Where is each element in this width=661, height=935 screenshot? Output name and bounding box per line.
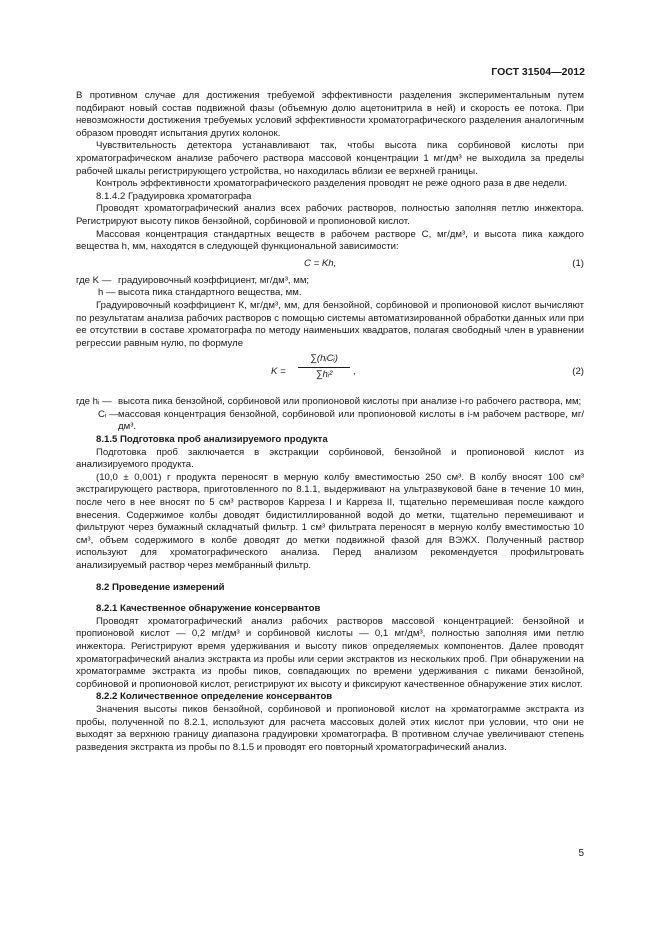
formula-2-denominator: ∑hᵢ² (315, 368, 333, 380)
formula-2-fraction (298, 353, 350, 381)
where-label: где K — (76, 274, 112, 286)
document-body (76, 90, 584, 754)
paragraph: Подготовка проб заключается в экстракции сорбиновой, бензойной и пропионовой кислот из анализируемого продукта. (76, 446, 584, 471)
paragraph: Проводят хроматографический анализ рабочих растворов массовой концентрацией: бензойной и пропионовой кислот — 0,2 мг/дм³ и сорбиновой кислоты — 0,1 мг/дм³, полностью заполняя ими петлю инжектора. Регистрируют время удерживания и высоту пиков определяемых компонентов. Далее проводят хроматографический анализ экстракта из пробы или серии экстрактов из нескольких проб. При обнаружении на хроматограмме экстракта из пробы пиков, совпадающих по времени удерживания с пиками бензойной, сорбиновой и пропионовой кислот, регистрируют их высоту и фиксируют качественное обнаружение этих кислот. (76, 615, 584, 690)
formula-1 (76, 257, 584, 272)
section-heading-8-2-2: 8.2.2 Количественное определение консервантов (96, 691, 333, 703)
section-heading-8-1-4-2: 8.1.4.2 Градуировка хроматографа (96, 190, 252, 202)
section-heading-8-1-5: 8.1.5 Подготовка проб анализируемого продукта (96, 434, 328, 446)
formula-2-lhs: K = (271, 366, 286, 378)
formula-2-number: (2) (572, 366, 584, 378)
section-heading-8-2: 8.2 Проведение измерений (96, 581, 225, 593)
paragraph: Массовая концентрация стандартных веществ в рабочем растворе С, мг/дм³, и высота пика каждого вещества h, мм, находятся в следующей функциональной зависимости: (76, 228, 584, 253)
where-label: Cᵢ — (98, 408, 119, 420)
where-label: где hᵢ — (76, 396, 112, 408)
where-item (76, 275, 584, 288)
where-text: высота пика стандартного вещества, мм. (118, 287, 302, 299)
section-heading-8-2-1: 8.2.1 Качественное обнаружение консервантов (96, 603, 321, 615)
paragraph: Проводят хроматографический анализ всех рабочих растворов, полностью заполняя петлю инжектора. Регистрируют высоту пиков бензойной, сорбиновой и пропионовой кислот. (76, 203, 584, 227)
formula-2 (76, 352, 584, 392)
formula-2-numerator: ∑(hᵢCᵢ) (298, 353, 350, 368)
paragraph: (10,0 ± 0,001) г продукта переносят в мерную колбу вместимостью 250 см³. В колбу вносят 100 см³ экстрагирующего раствора, приготовленного по 8.1.1, выдерживают на ультразвуковой бане в течение 10 мин, после чего в нее вносят по 5 см³ растворов Карреза I и Карреза II, тщательно перемешивая после каждого внесения. Содержимое колбы доводят бидистиллированной водой до метки, тщательно перемешивают и фильтруют через бумажный складчатый фильтр. 1 см³ фильтрата переносят в мерную колбу вместимостью 10 см³, объем содержимого в колбе доводят до метки подвижной фазой для ВЭЖХ. Полученный раствор используют для хроматографического анализа. Перед анализом рекомендуется профильтровать анализируемый раствор через мембранный фильтр. (76, 471, 584, 571)
where-text: высота пика бензойной, сорбиновой или пропионовой кислоты при анализе i-го рабочего раствора, мм; (118, 396, 582, 408)
formula-1-expression: C = Kh, (304, 257, 337, 269)
where-item (76, 409, 584, 434)
paragraph: В противном случае для достижения требуемой эффективности разделения экспериментальным путем подбирают новый состав подвижной фазы (объемную долю ацетонитрила в ней) и скорость ее потока. При невозможности достижения требуемых условий эффективности хроматографического разделения аналогичным образом проводят испытания других колонок. (76, 90, 584, 139)
formula-1-number: (1) (572, 257, 584, 269)
where-item (76, 287, 584, 300)
formula-2-comma: , (353, 366, 356, 378)
where-item (76, 396, 584, 409)
paragraph: Градуировочный коэффициент К, мг/дм³, мм, для бензойной, сорбиновой и пропионовой кислот вычисляют по результатам анализа рабочих растворов с помощью системы автоматизированной обработки данных или при ее отсутствии в составе хроматографа по методу наименьших квадратов, полагая свободный член в уравнении регрессии равным нулю, по формуле (76, 299, 584, 349)
where-label: h — (98, 287, 116, 299)
standard-header: ГОСТ 31504—2012 (491, 66, 585, 78)
where-text: массовая концентрация бензойной, сорбиновой или пропионовой кислоты в i-м рабочем растворе, мг/дм³. (118, 408, 584, 433)
paragraph: Значения высоты пиков бензойной, сорбиновой и пропионовой кислот на хроматограмме экстракта из пробы, полученной по 8.2.1, используют для расчета массовых долей этих кислот при условии, что они не выходят за верхнюю границу диапазона градуировки хроматографа. В противном случае увеличивают степень разведения экстракта из пробы по 8.1.5 и проводят его повторный хроматографический анализ. (76, 703, 584, 753)
page-number: 5 (578, 848, 584, 859)
paragraph: Контроль эффективности хроматографического разделения проводят не реже одного раза в две недели. (96, 178, 568, 190)
paragraph: Чувствительность детектора устанавливают так, чтобы высота пика сорбиновой кислоты при хроматографическом анализе рабочего раствора массовой концентрации 1 мг/дм³ не выходила за пределы рабочей шкалы регистрирующего устройства, но находилась вблизи ее верхней границы. (76, 140, 584, 177)
where-text: градуировочный коэффициент, мг/дм³, мм; (118, 274, 310, 286)
